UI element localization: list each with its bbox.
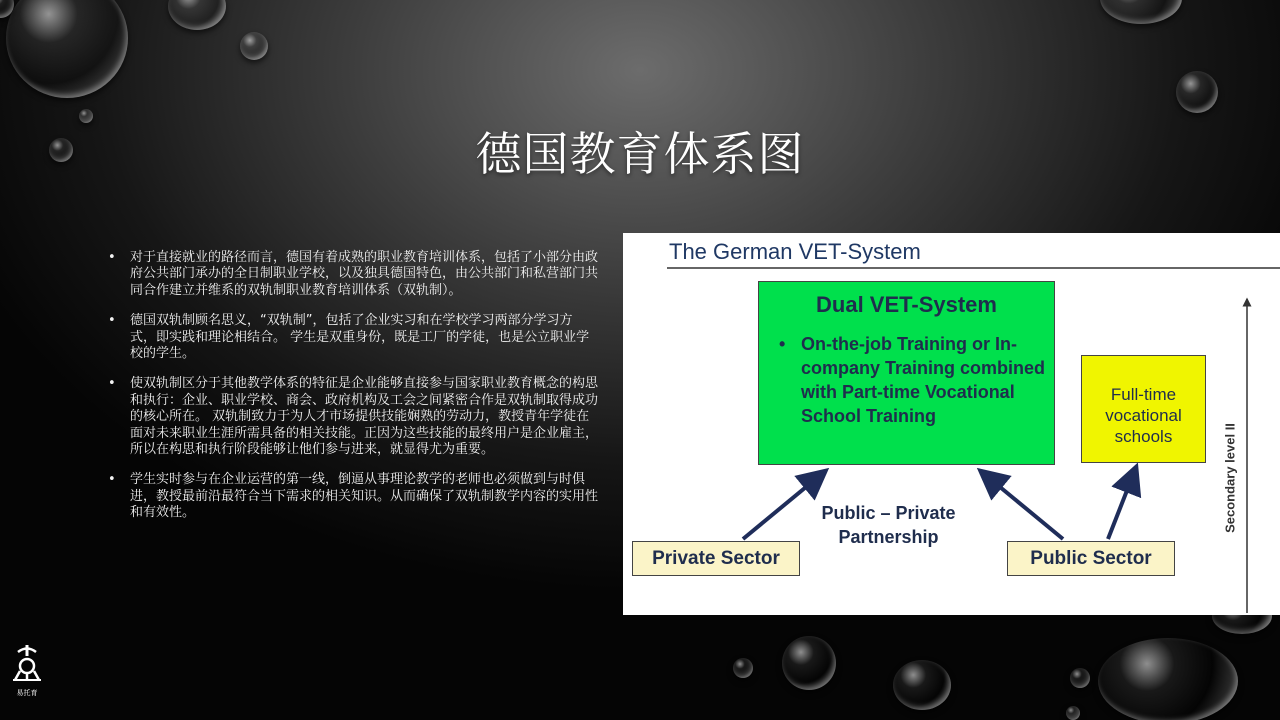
bullet-dot: • (108, 250, 116, 265)
water-droplet (1100, 0, 1182, 24)
water-droplet (240, 32, 268, 60)
water-droplet (893, 660, 951, 710)
public-sector-box (1007, 541, 1175, 576)
logo-caption: 易托育 (16, 689, 38, 697)
bullet-item (108, 250, 598, 299)
bullet-list (108, 250, 598, 536)
fulltime-schools-box (1081, 355, 1206, 463)
bullet-item (108, 472, 598, 521)
water-droplet (1066, 706, 1080, 720)
water-droplet (1176, 71, 1218, 113)
partnership-label: Public – Private Partnership (821, 503, 956, 547)
water-droplet (168, 0, 226, 30)
dual-vet-heading: Dual VET-System (816, 292, 997, 317)
private-sector-box (632, 541, 800, 576)
dual-vet-bullet: • (779, 334, 786, 354)
water-droplet (6, 0, 128, 98)
bullet-dot: • (108, 313, 116, 329)
water-droplet (1098, 638, 1238, 720)
bullet-text: 学生实时参与在企业运营的第一线，倒逼从事理论教学的老师也必须做到与时俱进，教授最前沿最符合当下需求的相关知识。从而确保了双轨制教学内容的实用性和有效性。 (130, 472, 599, 521)
diagram-title: The German VET-System (669, 239, 921, 264)
brand-logo (12, 642, 42, 698)
water-droplet (782, 636, 836, 690)
bullet-text: 德国双轨制顾名思义，“双轨制”，包括了企业实习和在学校学习两部分学习方式，即实践和理论相结合。 学生是双重身份，既是工厂的学徒，也是公立职业学校的学生。 (130, 313, 590, 362)
water-droplet (1070, 668, 1090, 688)
private-sector-label: Private Sector (652, 548, 780, 569)
dual-vet-text: On-the-job Training or In-company Training combined with Part-time Vocational School Training (801, 334, 1046, 426)
bullet-item (108, 376, 598, 458)
bullet-dot: • (108, 472, 116, 488)
bullet-text: 使双轨制区分于其他教学体系的特征是企业能够直接参与国家职业教育概念的构思和执行：企业、职业学校、商会、政府机构及工会之间紧密合作是双轨制取得成功的核心所在。 双轨制致力于为人才市场提供技能娴熟的劳动力，教授青年学徒在面对未来职业生涯所需具备的相关技能。正因为这些技能的最终用户是企业雇主，所以在构思和执行阶段能够让他们参与进来，就显得尤为重要。 (130, 376, 599, 458)
arrow-public-to-dual (983, 473, 1063, 539)
slide-title: 德国教育体系图 (475, 127, 805, 181)
vet-system-diagram (623, 233, 1280, 615)
dual-vet-box (758, 281, 1055, 465)
bullet-item (108, 313, 598, 362)
fulltime-schools-label: Full-time vocational schools (1105, 385, 1182, 446)
dual-vet-body (779, 332, 1066, 428)
secondary-level-label: Secondary level II (1222, 423, 1238, 533)
water-droplet (733, 658, 753, 678)
bullet-text: 对于直接就业的路径而言，德国有着成熟的职业教育培训体系，包括了小部分由政府公共部门承办的全日制职业学校，以及独具德国特色，由公共部门和私营部门共同合作建立并维系的双轨制职业教育培训体系（双轨制）。 (130, 250, 599, 298)
arrow-public-to-fulltime (1108, 470, 1135, 539)
bullet-dot: • (108, 376, 116, 392)
tripod-emblem-icon (12, 642, 42, 682)
public-sector-label: Public Sector (1030, 548, 1152, 569)
arrow-private-to-dual (743, 473, 823, 539)
